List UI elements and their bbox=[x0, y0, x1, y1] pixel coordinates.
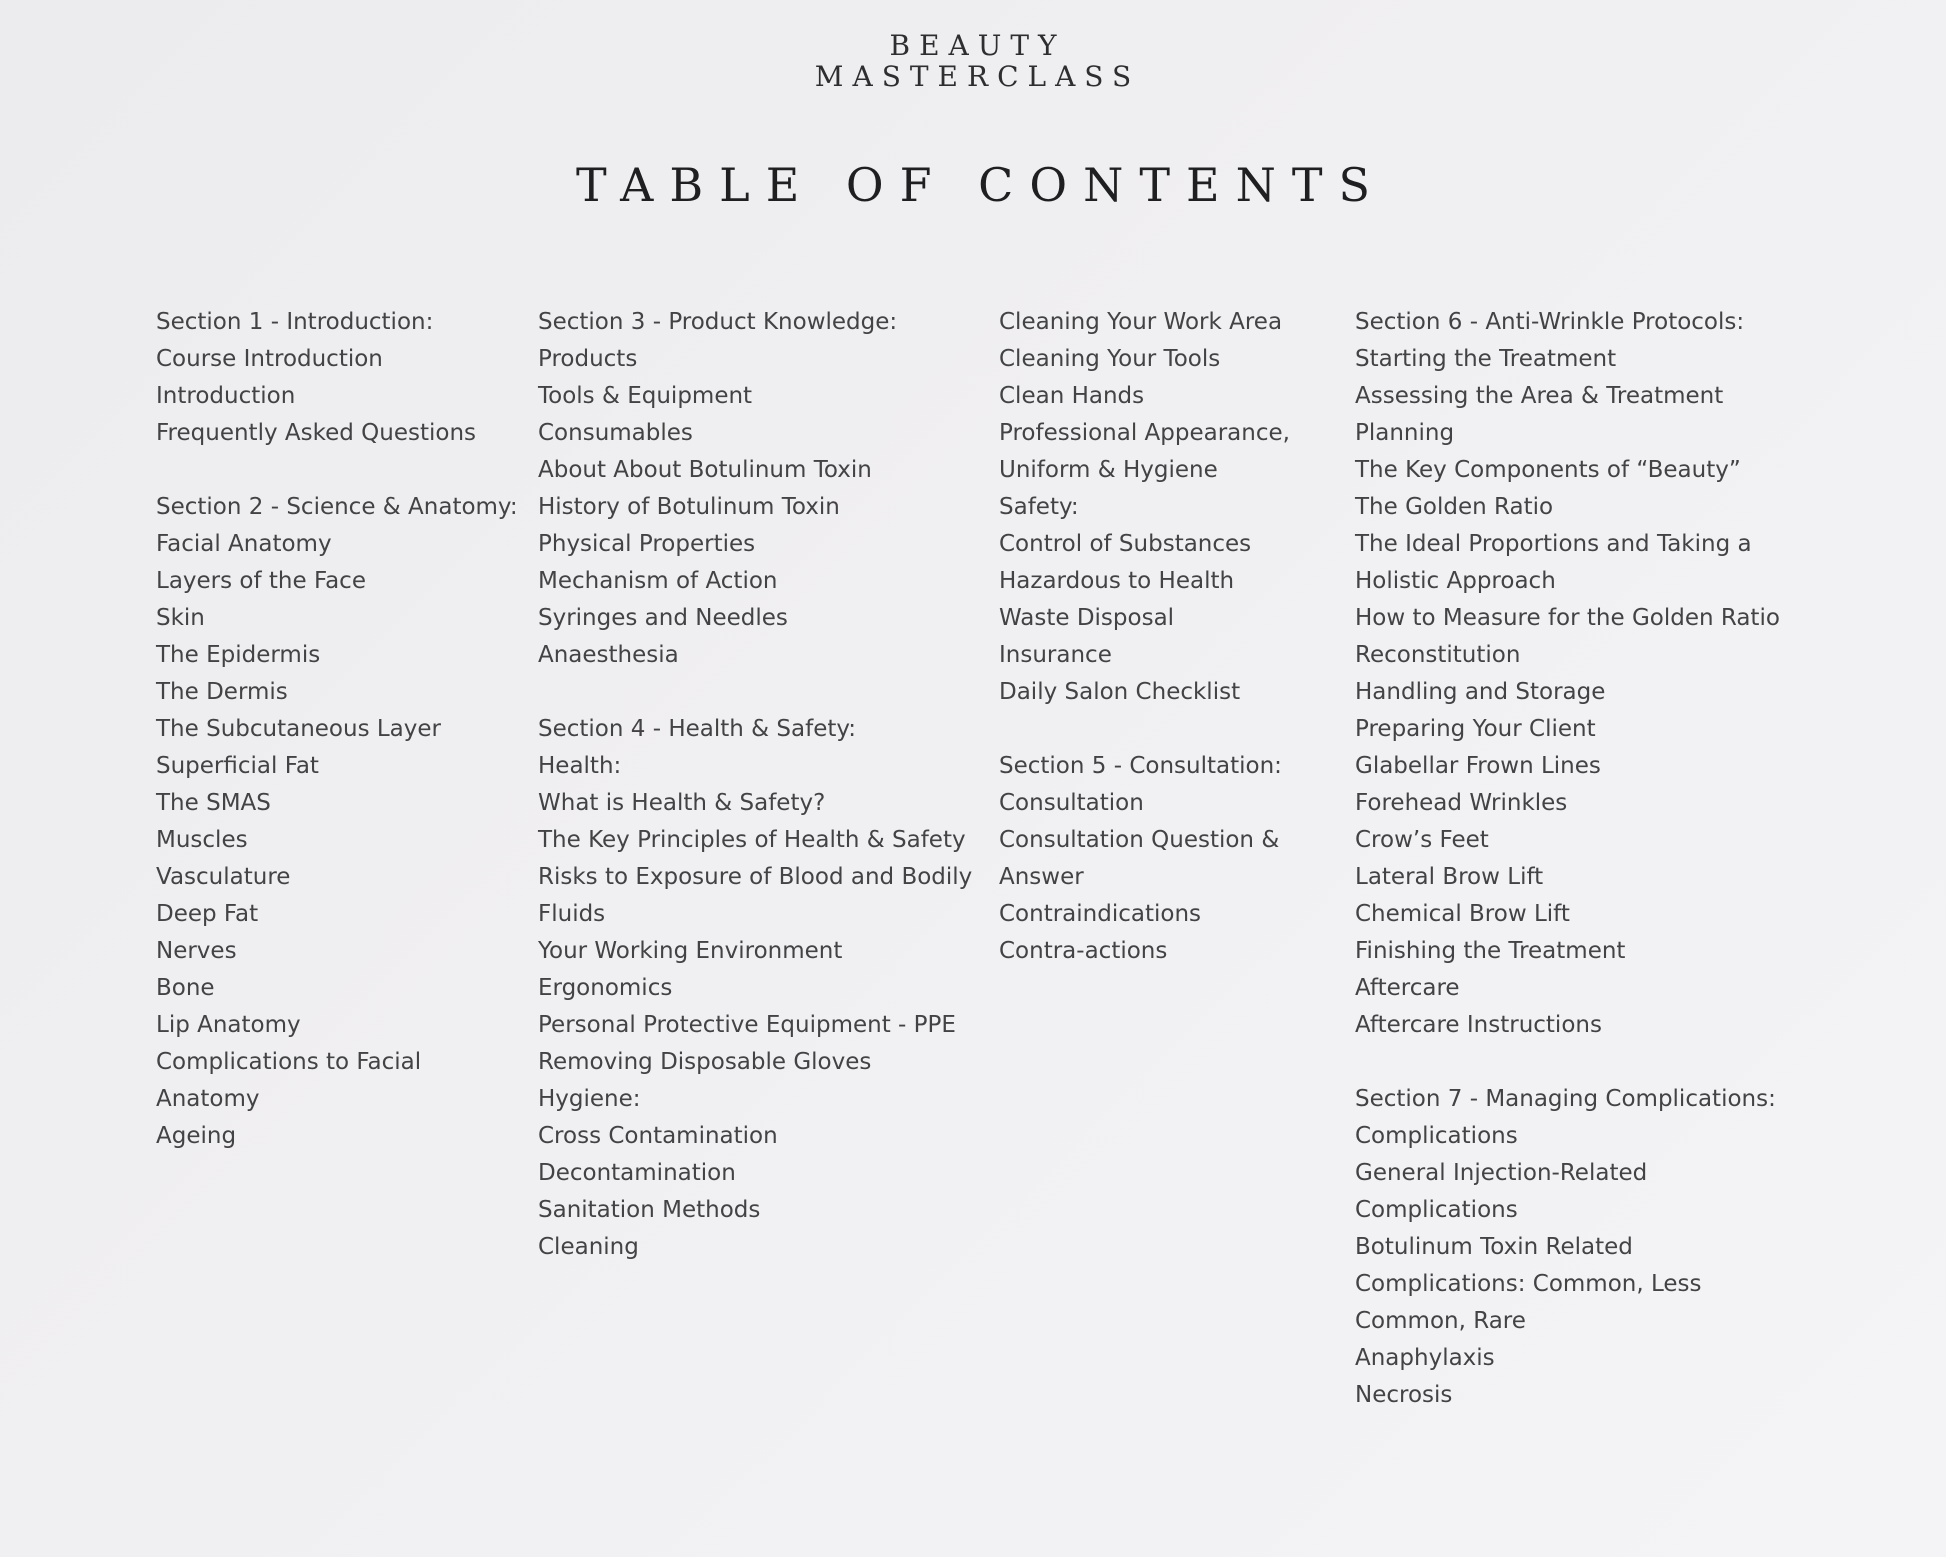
toc-column-2 bbox=[538, 304, 972, 1266]
toc-entry: Finishing the Treatment bbox=[1355, 938, 1626, 964]
toc-entry: Anatomy bbox=[156, 1086, 260, 1112]
toc-entry: Products bbox=[538, 346, 638, 372]
toc-entry: Hygiene: bbox=[538, 1086, 641, 1112]
toc-entry: The Key Components of “Beauty” bbox=[1355, 457, 1741, 483]
toc-entry: Chemical Brow Lift bbox=[1355, 901, 1570, 927]
toc-entry: Layers of the Face bbox=[156, 568, 366, 594]
toc-entry: The Epidermis bbox=[156, 642, 321, 668]
toc-entry: Muscles bbox=[156, 827, 248, 853]
toc-spacer bbox=[1355, 1044, 1780, 1081]
toc-entry: Cross Contamination bbox=[538, 1123, 778, 1149]
toc-entry: Starting the Treatment bbox=[1355, 346, 1617, 372]
toc-section-heading: Section 2 - Science & Anatomy: bbox=[156, 494, 518, 520]
toc-entry: Vasculature bbox=[156, 864, 291, 890]
toc-entry: Consultation bbox=[999, 790, 1144, 816]
toc-entry: Glabellar Frown Lines bbox=[1355, 753, 1601, 779]
toc-entry: Superficial Fat bbox=[156, 753, 319, 779]
toc-entry: Common, Rare bbox=[1355, 1308, 1526, 1334]
toc-entry: Assessing the Area & Treatment bbox=[1355, 383, 1724, 409]
toc-entry: Holistic Approach bbox=[1355, 568, 1556, 594]
toc-entry: Nerves bbox=[156, 938, 237, 964]
toc-entry: Clean Hands bbox=[999, 383, 1145, 409]
toc-entry: Removing Disposable Gloves bbox=[538, 1049, 872, 1075]
toc-spacer bbox=[156, 452, 518, 489]
toc-entry: Insurance bbox=[999, 642, 1112, 668]
toc-entry: Reconstitution bbox=[1355, 642, 1521, 668]
toc-entry: Facial Anatomy bbox=[156, 531, 332, 557]
toc-entry: Botulinum Toxin Related bbox=[1355, 1234, 1633, 1260]
toc-entry: Tools & Equipment bbox=[538, 383, 753, 409]
toc-entry: The Key Principles of Health & Safety bbox=[538, 827, 966, 853]
toc-entry: Sanitation Methods bbox=[538, 1197, 761, 1223]
toc-entry: General Injection-Related bbox=[1355, 1160, 1648, 1186]
toc-entry: Contraindications bbox=[999, 901, 1202, 927]
toc-entry: Mechanism of Action bbox=[538, 568, 778, 594]
toc-entry: Introduction bbox=[156, 383, 296, 409]
toc-entry: Anaesthesia bbox=[538, 642, 679, 668]
toc-entry: Course Introduction bbox=[156, 346, 383, 372]
toc-entry: Risks to Exposure of Blood and Bodily bbox=[538, 864, 973, 890]
toc-entry: Planning bbox=[1355, 420, 1455, 446]
toc-entry: Personal Protective Equipment - PPE bbox=[538, 1012, 956, 1038]
toc-entry: Handling and Storage bbox=[1355, 679, 1606, 705]
toc-entry: Cleaning Your Tools bbox=[999, 346, 1221, 372]
toc-entry: Uniform & Hygiene bbox=[999, 457, 1218, 483]
toc-entry: Hazardous to Health bbox=[999, 568, 1235, 594]
toc-entry: Waste Disposal bbox=[999, 605, 1175, 631]
toc-entry: The SMAS bbox=[156, 790, 271, 816]
toc-section-heading: Section 3 - Product Knowledge: bbox=[538, 309, 898, 335]
toc-entry: Lip Anatomy bbox=[156, 1012, 301, 1038]
toc-entry: Complications bbox=[1355, 1123, 1518, 1149]
toc-entry: How to Measure for the Golden Ratio bbox=[1355, 605, 1780, 631]
brand-line-2: MASTERCLASS bbox=[814, 60, 1141, 93]
toc-entry: Health: bbox=[538, 753, 622, 779]
toc-entry: The Ideal Proportions and Taking a bbox=[1355, 531, 1752, 557]
toc-entry: Your Working Environment bbox=[538, 938, 843, 964]
toc-entry: Ergonomics bbox=[538, 975, 673, 1001]
toc-entry: Bone bbox=[156, 975, 215, 1001]
toc-entry: Cleaning Your Work Area bbox=[999, 309, 1283, 335]
toc-column-4 bbox=[1355, 304, 1780, 1414]
toc-entry: Professional Appearance, bbox=[999, 420, 1290, 446]
toc-entry: Physical Properties bbox=[538, 531, 756, 557]
toc-spacer bbox=[999, 711, 1290, 748]
toc-entry: Answer bbox=[999, 864, 1084, 890]
toc-entry: Aftercare bbox=[1355, 975, 1460, 1001]
toc-column-1 bbox=[156, 304, 518, 1155]
toc-entry: Complications: Common, Less bbox=[1355, 1271, 1702, 1297]
toc-entry: Skin bbox=[156, 605, 205, 631]
toc-entry: Control of Substances bbox=[999, 531, 1252, 557]
toc-entry: Decontamination bbox=[538, 1160, 736, 1186]
toc-entry: What is Health & Safety? bbox=[538, 790, 826, 816]
toc-entry: Consumables bbox=[538, 420, 693, 446]
toc-section-heading: Section 1 - Introduction: bbox=[156, 309, 434, 335]
toc-entry: Lateral Brow Lift bbox=[1355, 864, 1544, 890]
page-title: TABLE OF CONTENTS bbox=[575, 158, 1387, 212]
toc-entry: Complications to Facial bbox=[156, 1049, 422, 1075]
toc-entry: Necrosis bbox=[1355, 1382, 1453, 1408]
toc-entry: Consultation Question & bbox=[999, 827, 1280, 853]
toc-entry: Daily Salon Checklist bbox=[999, 679, 1241, 705]
toc-entry: Safety: bbox=[999, 494, 1079, 520]
toc-entry: Aftercare Instructions bbox=[1355, 1012, 1602, 1038]
toc-entry: Contra-actions bbox=[999, 938, 1168, 964]
brand-logo bbox=[0, 30, 1946, 92]
brand-line-1: BEAUTY bbox=[889, 29, 1066, 62]
toc-entry: History of Botulinum Toxin bbox=[538, 494, 840, 520]
toc-entry: About About Botulinum Toxin bbox=[538, 457, 872, 483]
toc-entry: Crow’s Feet bbox=[1355, 827, 1489, 853]
toc-entry: Cleaning bbox=[538, 1234, 639, 1260]
toc-entry: Frequently Asked Questions bbox=[156, 420, 477, 446]
toc-entry: The Subcutaneous Layer bbox=[156, 716, 441, 742]
toc-entry: Syringes and Needles bbox=[538, 605, 788, 631]
toc-column-3 bbox=[999, 304, 1290, 970]
toc-entry: Preparing Your Client bbox=[1355, 716, 1596, 742]
toc-entry: Fluids bbox=[538, 901, 606, 927]
toc-entry: Ageing bbox=[156, 1123, 237, 1149]
toc-entry: The Golden Ratio bbox=[1355, 494, 1554, 520]
toc-entry: Anaphylaxis bbox=[1355, 1345, 1495, 1371]
toc-entry: The Dermis bbox=[156, 679, 288, 705]
toc-section-heading: Section 7 - Managing Complications: bbox=[1355, 1086, 1776, 1112]
toc-entry: Deep Fat bbox=[156, 901, 259, 927]
toc-section-heading: Section 6 - Anti-Wrinkle Protocols: bbox=[1355, 309, 1745, 335]
toc-spacer bbox=[538, 674, 972, 711]
toc-entry: Complications bbox=[1355, 1197, 1518, 1223]
toc-section-heading: Section 5 - Consultation: bbox=[999, 753, 1282, 779]
toc-entry: Forehead Wrinkles bbox=[1355, 790, 1568, 816]
toc-section-heading: Section 4 - Health & Safety: bbox=[538, 716, 857, 742]
